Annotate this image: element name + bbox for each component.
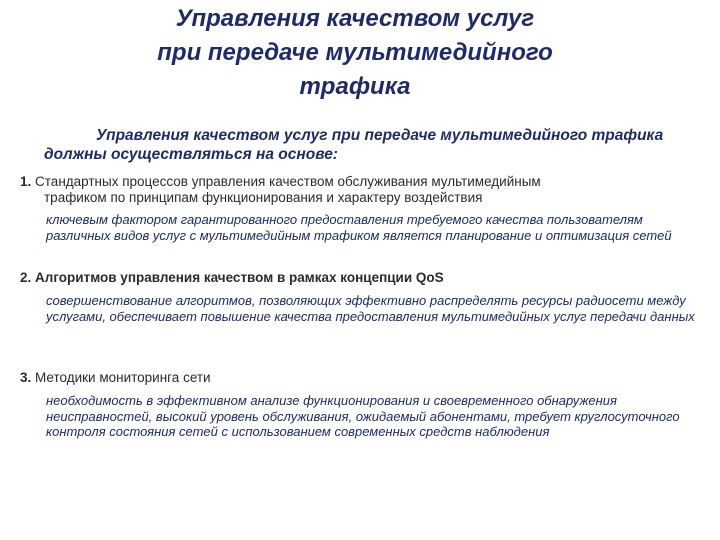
item-3-number: 3. bbox=[20, 370, 32, 385]
item-1-description: ключевым фактором гарантированного предоставления требуемого качества пользователям различных видов услуг с мультимедийным трафиком является планирование и оптимизация сетей bbox=[46, 212, 672, 243]
title-line-3: трафика bbox=[299, 73, 411, 100]
item-1-heading-line-1: Стандартных процессов управления качеством обслуживания мультимедийным bbox=[35, 174, 541, 189]
item-3-heading-text: Методики мониторинга сети bbox=[35, 370, 211, 385]
item-1-heading bbox=[20, 174, 700, 206]
item-1-heading-line-2: трафиком по принципам функционирования и характеру воздействия bbox=[44, 190, 483, 205]
title-line-1: Управления качеством услуг bbox=[175, 5, 535, 32]
item-3-heading bbox=[20, 370, 700, 386]
item-2-number: 2. bbox=[20, 270, 32, 285]
intro-paragraph: Управления качеством услуг при передаче мультимедийного трафика должны осуществляться на основе: bbox=[44, 127, 664, 163]
item-2-description: совершенствование алгоритмов, позволяющих эффективно распределять ресурсы радиосети между услугами, обеспечивает повышение качества предоставления мультимедийных услуг передачи данных bbox=[46, 293, 695, 324]
item-1-number: 1. bbox=[20, 174, 32, 189]
slide-title bbox=[120, 2, 590, 104]
item-2-heading-text: Алгоритмов управления качеством в рамках концепции QoS bbox=[35, 270, 444, 285]
title-line-2: при передаче мультимедийного bbox=[157, 39, 553, 66]
item-2-heading bbox=[20, 270, 700, 286]
item-3-description: необходимость в эффективном анализе функционирования и своевременного обнаружения неисправностей, высокий уровень обслуживания, ожидаемый абонентами, требует круглосуточного контроля состояния сетей с использованием современных средств наблюдения bbox=[46, 393, 680, 439]
